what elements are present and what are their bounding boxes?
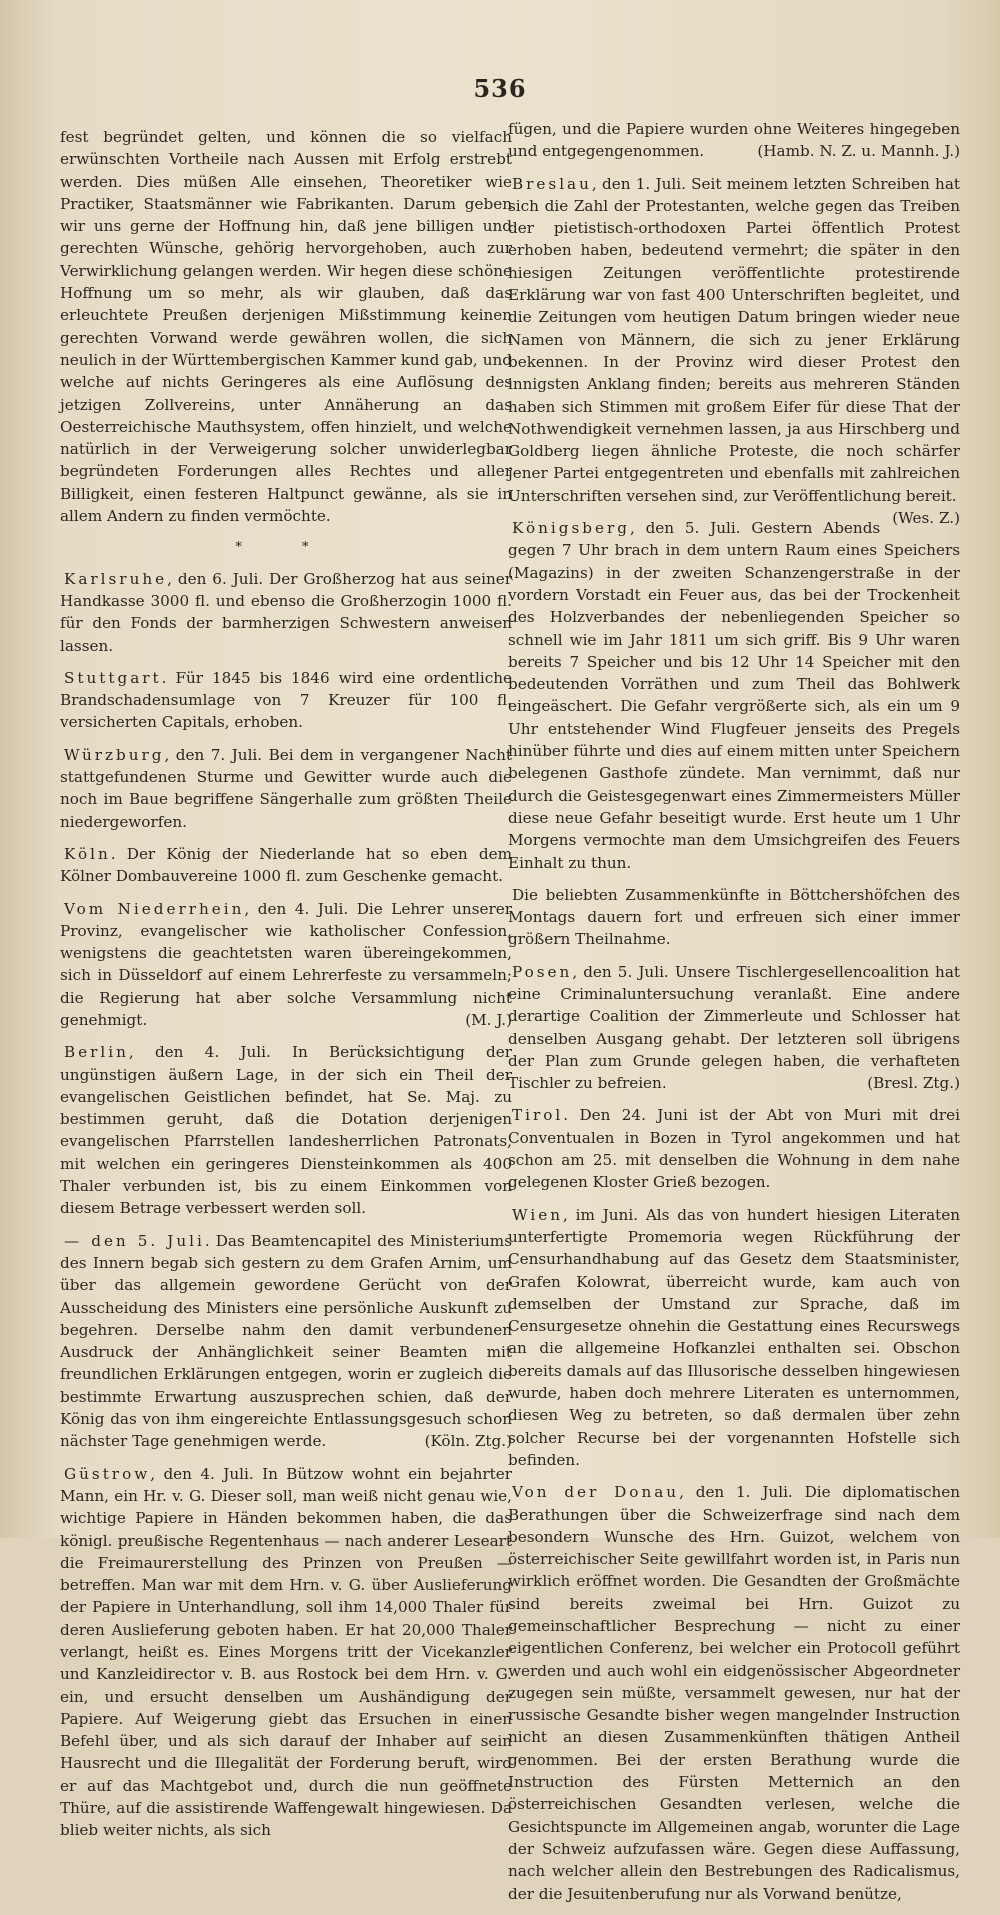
left-column xyxy=(60,126,512,1852)
news-article xyxy=(60,1041,512,1219)
article-dateline-place: Güstrow xyxy=(64,1464,151,1483)
news-article xyxy=(508,1204,960,1472)
article-text: , den 4. Juli. Die Lehrer unserer Provinz, evangelischer wie katholischer Confession, wenigstens die geachtetsten waren übereingekommen, sich in Düsseldorf auf einem Lehrerfeste zu versammeln; die Regierung hat aber solche Versammlung nicht genehmigt. xyxy=(60,899,512,1029)
left-opening-paragraph: fest begründet gelten, und können die so vielfach erwünschten Vortheile nach Aussen mit Erfolg erstrebt werden. Dies müßen Alle einsehen, Theoretiker wie Practiker, Staatsmänner wie Fabrikanten. Darum geben wir uns gerne der Hoffnung hin, daß jene billigen und gerechten Wünsche, gehörig hervorgehoben, auch zur Verwirklichung gelangen werden. Wir hegen diese schöne Hoffnung um so mehr, als wir glauben, daß das erleuchtete Preußen derjenigen Mißstimmung keinen gerechten Vorwand werde gewähren wollen, die sich neulich in der Württembergischen Kammer kund gab, und welche auf nichts Geringeres als eine Auflösung des jetzigen Zollvereins, unter Annäherung an das Oesterreichische Mauthsystem, offen hinzielt, und welche natürlich in der Verweigerung solcher unwiderlegbar begründeten Forderungen alles Rechtes und aller Billigkeit, einen festeren Haltpunct gewänne, als sie in allem Andern zu finden vermöchte. xyxy=(60,128,512,526)
article-text: , den 7. Juli. Bei dem in vergangener Nacht stattgefundenen Sturme und Gewitter wurde auch die noch im Baue begriffene Sängerhalle zum größten Theile niedergeworfen. xyxy=(60,745,512,831)
article-text: , den 5. Juli. Unsere Tischlergesellencoalition hat eine Criminaluntersuchung veranlaßt. Eine andere derartige Coalition der Zimmerleute und Schlosser hat denselben Ausgang gehabt. Der letzteren soll übrigens der Plan zum Grunde gelegen haben, die verhafteten Tischler zu befreien. xyxy=(508,962,960,1093)
article-dateline-place: Von der Donau xyxy=(512,1483,680,1502)
article-text: . Das Beamtencapitel des Ministeriums des Innern begab sich gestern zu dem Grafen Arnim, um über das allgemein gewordene Gerücht von der Ausscheidung des Ministers eine persönliche Auskunft zu begehren. Derselbe nahm den damit verbundenen Ausdruck der Anhänglichkeit seiner Beamten mit freundlichen Erklärungen entgegen, worin er zugleich die bestimmte Erwartung auszusprechen schien, daß der König das von ihm eingereichte Entlassungsgesuch schon nächster Tage genehmigen werde. xyxy=(60,1231,512,1451)
news-article xyxy=(60,744,512,833)
left-articles xyxy=(60,568,512,1842)
news-article xyxy=(508,517,960,874)
news-article xyxy=(60,1463,512,1842)
article-dateline-place: Königsberg xyxy=(512,519,630,538)
article-text: , im Juni. Als das von hundert hiesigen Literaten unterfertigte Promemoria wegen Rückführung der Censurhandhabung auf das Gesetz dem Staatsminister, Grafen Kolowrat, überreicht wurde, kam auch von demselben der Umstand zur Sprache, daß im Censurgesetze ohnehin die Gestattung eines Recurswegs an die allgemeine Hofkanzlei enthalten sei. Obschon bereits damals auf das Illusorische desselben hingewiesen wurde, haben doch mehrere Literaten es unternommen, diesen Weg zu betreten, so daß dermalen über zehn solcher Recurse bei der vorgenannten Hofstelle sich befinden. xyxy=(508,1205,960,1469)
news-article xyxy=(508,1481,960,1905)
article-text: , den 5. Juli. Gestern Abends gegen 7 Uhr brach in dem untern Raum eines Speichers (Magazins) in der zweiten Schanzengerstraße in der vordern Vorstadt ein Feuer aus, das bei der Trockenheit des Holzverbandes der nebenliegenden Speicher so schnell wie im Jahr 1811 um sich griff. Bis 9 Uhr waren bereits 7 Speicher und bis 12 Uhr 14 Speicher mit den bedeutenden Vorräthen und zum Theil das Bohlwerk eingeäschert. Die Gefahr vergrößerte sich, als ein um 9 Uhr entstehender Wind Flugfeuer jenseits des Pregels hinüber führte und dies auf einem mitten unter Speichern belegenen Gasthofe zündete. Man vernimmt, daß nur durch die Geistesgegenwart eines Zimmermeisters Müller diese neue Gefahr beseitigt wurde. Erst heute um 1 Uhr Morgens vermochte man dem Umsichgreifen des Feuers Einhalt zu thun. xyxy=(508,519,960,872)
news-article xyxy=(508,173,960,528)
article-dateline-place: — den 5. Juli xyxy=(64,1231,205,1250)
news-article xyxy=(508,961,960,1095)
article-source: (Köln. Ztg.) xyxy=(424,1432,512,1451)
article-text: . Für 1845 bis 1846 wird eine ordentliche Brandschadensumlage von 7 Kreuzer für 100 fl. versicherten Capitals, erhoben. xyxy=(60,668,512,732)
article-text: . Der König der Niederlande hat so eben dem Kölner Dombauvereine 1000 fl. zum Geschenke gemacht. xyxy=(60,844,512,886)
news-article xyxy=(60,898,512,1032)
right-column xyxy=(508,118,960,1915)
right-articles xyxy=(508,173,960,1905)
article-text: Die beliebten Zusammenkünfte in Böttchershöfchen des Montags dauern fort und erfreuen sich einer immer größern Theilnahme. xyxy=(508,885,960,949)
page-number: 536 xyxy=(473,74,527,103)
article-dateline-place: Würzburg xyxy=(64,745,165,764)
right-opening-text: fügen, und die Papiere wurden ohne Weiteres hingegeben und entgegengenommen. xyxy=(508,120,960,161)
article-dateline-place: Köln xyxy=(64,844,111,863)
news-article xyxy=(508,884,960,951)
right-opening-paragraph xyxy=(508,118,960,163)
news-article xyxy=(60,843,512,888)
article-source: (Wes. Z.) xyxy=(892,509,960,528)
article-dateline-place: Wien xyxy=(512,1205,563,1224)
article-text: , den 6. Juli. Der Großherzog hat aus seiner Handkasse 3000 fl. und ebenso die Großherzogin 1000 fl. für den Fonds der barmherzigen Schwestern anweisen lassen. xyxy=(60,569,512,655)
news-article xyxy=(60,1230,512,1453)
article-dateline-place: Stuttgart xyxy=(64,668,162,687)
article-text: , den 1. Juli. Die diplomatischen Berathungen über die Schweizerfrage sind nach dem besondern Wunsche des Hrn. Guizot, welchem von österreichischer Seite gewillfahrt worden ist, in Paris nun wirklich eröffnet worden. Die Gesandten der Großmächte sind bereits zweimal bei Hrn. Guizot zu gemeinschaftlicher Besprechung — nicht zu einer eigentlichen Conferenz, bei welcher ein Protocoll geführt werden und auch wohl ein eidgenössischer Abgeordneter zugegen sein müßte, versammelt gewesen, nur hat der russische Gesandte bisher wegen mangelnder Instruction nicht an diesen Zusammenkünften thätigen Antheil genommen. Bei der ersten Berathung wurde die Instruction des Fürsten Metternich an den österreichischen Gesandten verlesen, welche die Gesichtspuncte im Allgemeinen angab, worunter die Lage der Schweiz aufzufassen wäre. Gegen diese Auffassung, nach welcher allein den Bestrebungen des Radicalismus, der die Jesuitenberufung nur als Vorwand benütze, xyxy=(508,1483,961,1903)
article-text: , den 1. Juli. Seit meinem letzten Schreiben hat sich die Zahl der Protestanten, welche gegen das Treiben der pietistisch-orthodoxen Partei öffentlich Protest erhoben haben, bedeutend vermehrt; die später in den hiesigen Zeitungen veröffentlichte protestirende Erklärung war von fast 400 Unterschriften begleitet, und die Zeitungen vom heutigen Datum bringen wieder neue Namen von Männern, die sich zu jener Erklärung bekennen. In der Provinz wird dieser Protest den innigsten Anklang finden; bereits aus mehreren Ständen haben sich Stimmen mit großem Eifer für diese That der Nothwendigkeit vernehmen lassen, ja aus Hirschberg und Goldberg liegen ähnliche Proteste, die noch schärfer jener Partei entgegentreten und ebenfalls mit zahlreichen Unterschriften versehen sind, zur Veröffentlichung bereit. xyxy=(508,174,960,505)
article-dateline-place: Vom Niederrhein xyxy=(64,899,245,918)
article-source: (M. J.) xyxy=(465,1010,512,1029)
article-dateline-place: Tirol xyxy=(512,1106,564,1125)
article-text: , den 4. Juli. In Berücksichtigung der ungünstigen äußern Lage, in der sich ein Theil der evangelischen Geistlichen befindet, hat Se. Maj. zu bestimmen geruht, daß die Dotation derjenigen evangelischen Pfarrstellen landesherrlichen Patronats, mit welchen ein geringeres Diensteinkommen als 400 Thaler verbunden ist, bis zu einem Einkommen von diesem Betrage verbessert werden soll. xyxy=(60,1043,512,1218)
article-source: (Hamb. N. Z. u. Mannh. J.) xyxy=(757,142,960,161)
article-dateline-place: Karlsruhe xyxy=(64,569,168,588)
news-article xyxy=(60,568,512,657)
article-dateline-place: Breslau xyxy=(512,174,592,193)
article-text: , den 4. Juli. In Bützow wohnt ein bejahrter Mann, ein Hr. v. G. Dieser soll, man weiß nicht genau wie, wichtige Papiere in Händen bekommen haben, die das königl. preußische Regentenhaus — nach anderer Leseart die Freimaurerstellung des Prinzen von Preußen — betreffen. Man war mit dem Hrn. v. G. über Auslieferung der Papiere in Unterhandlung, soll ihm 14,000 Thaler für deren Auslieferung geboten haben. Er hat 20,000 Thaler verlangt, heißt es. Eines Morgens tritt der Vicekanzler und Kanzleidirector v. B. aus Rostock bei dem Hrn. v. G. ein, und ersucht denselben um Aushändigung der Papiere. Auf Weigerung giebt das Ersuchen in einen Befehl über, und als sich darauf der Inhaber auf sein Hausrecht und die Illegalität der Forderung beruft, wird er auf das Machtgebot und, durch die nun geöffnete Thüre, auf die assistirende Waffengewalt hingewiesen. Da blieb weiter nichts, als sich xyxy=(60,1464,512,1840)
article-dateline-place: Posen xyxy=(512,962,573,981)
article-dateline-place: Berlin xyxy=(64,1043,129,1062)
news-article xyxy=(60,667,512,734)
section-separator: * * xyxy=(235,540,337,556)
article-text: . Den 24. Juni ist der Abt von Muri mit drei Conventualen in Bozen in Tyrol angekommen und hat schon am 25. mit denselben die Wohnung in dem nahe gelegenen Kloster Grieß bezogen. xyxy=(508,1106,960,1192)
news-article xyxy=(508,1104,960,1193)
article-source: (Bresl. Ztg.) xyxy=(867,1074,960,1093)
